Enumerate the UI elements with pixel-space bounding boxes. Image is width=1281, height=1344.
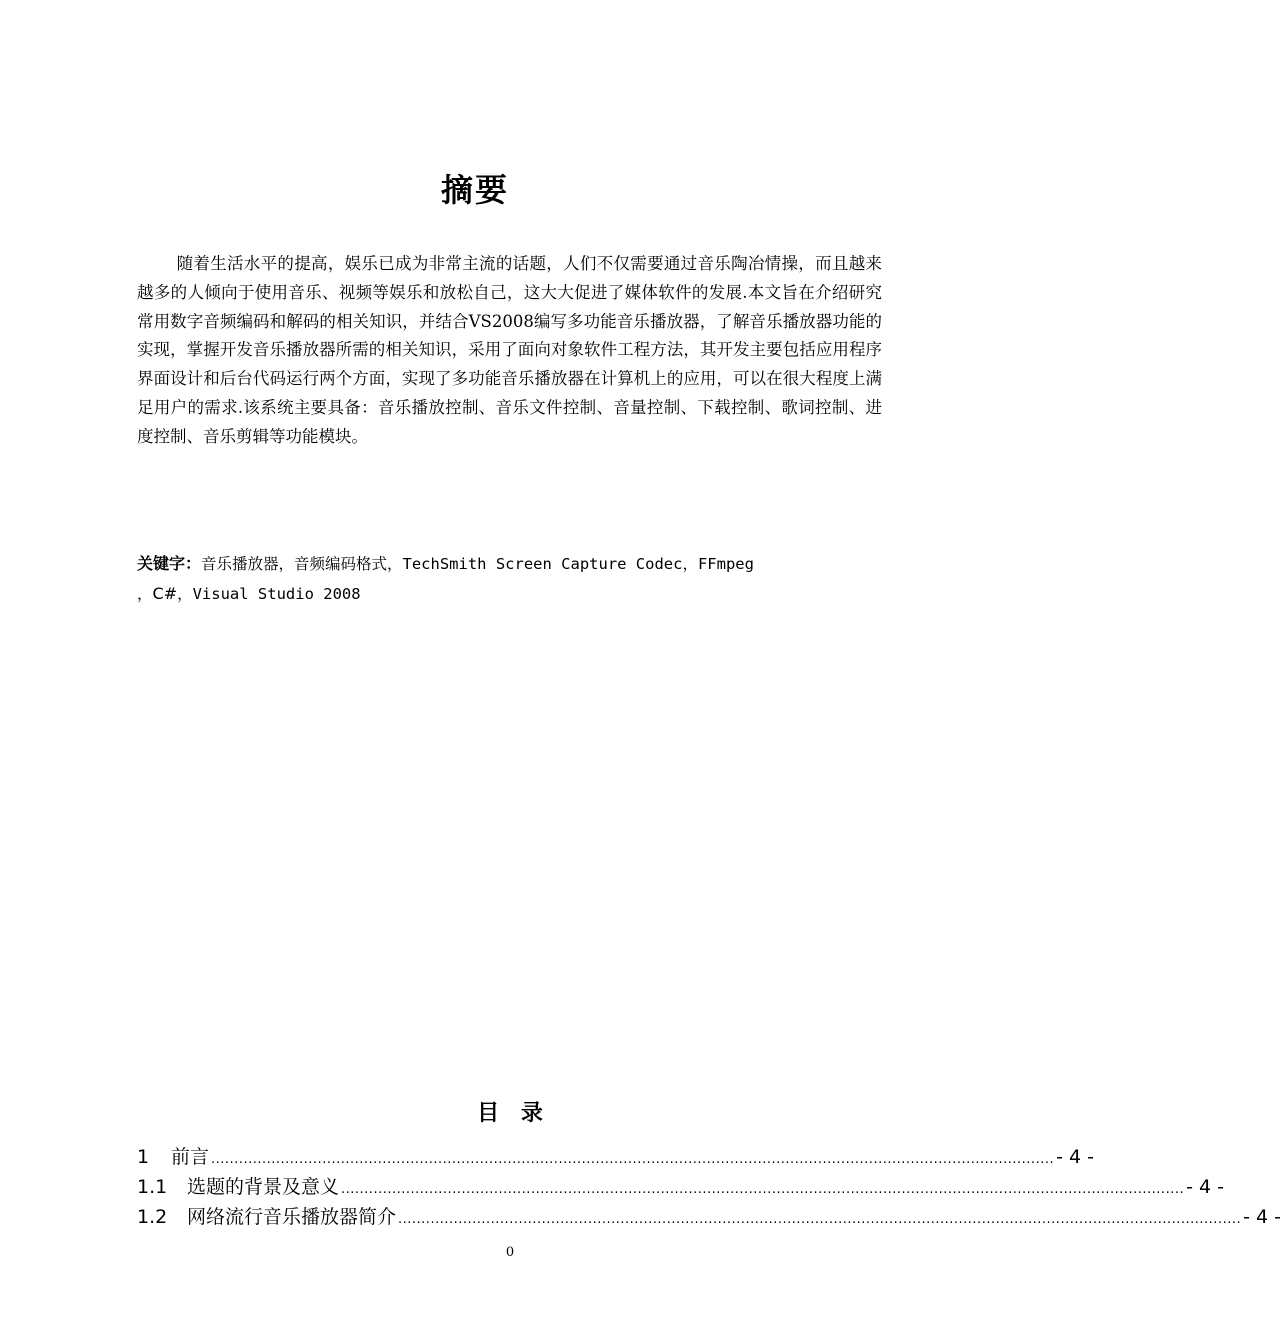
toc-dot-leader: ...................................................................................................................................................................................... <box>211 1152 1055 1167</box>
toc-title: 目 录 <box>477 1101 543 1126</box>
abstract-body: 随着生活水平的提高，娱乐已成为非常主流的话题，人们不仅需要通过音乐陶冶情操，而且越来越多的人倾向于使用音乐、视频等娱乐和放松自己，这大大促进了媒体软件的发展.本文旨在介绍研究常用数字音频编码和解码的相关知识，并结合VS2008编写多功能音乐播放器，了解音乐播放器功能的实现，掌握开发音乐播放器所需的相关知识，采用了面向对象软件工程方法，其开发主要包括应用程序界面设计和后台代码运行两个方面，实现了多功能音乐播放器在计算机上的应用，可以在很大程度上满足用户的需求.该系统主要具备：音乐播放控制、音乐文件控制、音量控制、下载控制、歌词控制、进度控制、音乐剪辑等功能模块。 <box>137 254 882 446</box>
toc-entry-number: 1.2 <box>137 1206 168 1228</box>
toc-entry-label: 选题的背景及意义 <box>187 1176 340 1198</box>
keywords-continuation-prefix: ， <box>137 585 153 603</box>
toc-dot-leader: ...................................................................................................................................................................................... <box>341 1182 1185 1197</box>
toc-entry-number: 1.1 <box>137 1176 168 1198</box>
toc-entry-label: 网络流行音乐播放器简介 <box>187 1206 397 1228</box>
keyword-csharp: C# <box>152 584 178 603</box>
toc-entry-page: - 4 - <box>1243 1206 1281 1228</box>
keywords-label: 关键字： <box>137 554 202 573</box>
keywords-line-2 <box>137 579 882 609</box>
toc-entry-label: 前言 <box>171 1146 210 1168</box>
toc-entry-number: 1 <box>137 1146 150 1168</box>
keywords-block <box>137 549 882 609</box>
toc-entry-1[interactable] <box>137 1142 1094 1172</box>
keywords-line-1 <box>137 549 882 579</box>
toc-entry-1-2[interactable] <box>137 1202 1281 1232</box>
table-of-contents <box>137 1142 1281 1232</box>
toc-entry-page: - 4 - <box>1056 1146 1094 1168</box>
page-number: 0 <box>505 1245 515 1260</box>
toc-dot-leader: ...................................................................................................................................................................................... <box>398 1212 1242 1227</box>
keywords-continuation: ，Visual Studio 2008 <box>177 585 361 603</box>
toc-entry-1-1[interactable] <box>137 1172 1224 1202</box>
keywords-list: 音乐播放器，音频编码格式，TechSmith Screen Capture Codec，FFmpeg <box>201 555 754 573</box>
toc-entry-page: - 4 - <box>1186 1176 1224 1198</box>
abstract-title: 摘要 <box>440 171 509 209</box>
